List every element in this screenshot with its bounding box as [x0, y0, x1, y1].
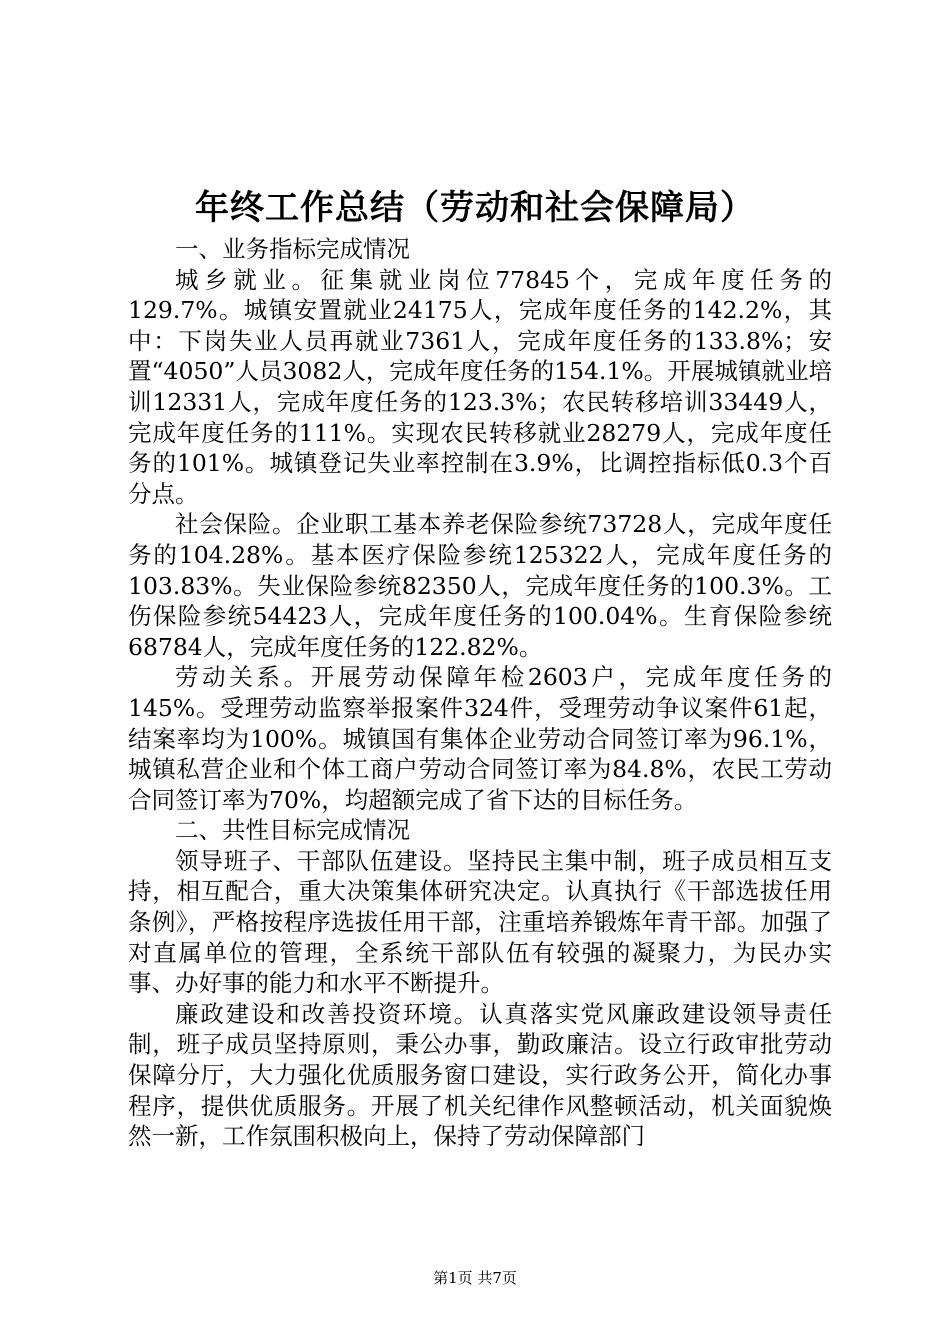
paragraph: 城乡就业。征集就业岗位77845个，完成年度任务的129.7%。城镇安置就业24175人，完成年度任务的142.2%，其中：下岗失业人员再就业7361人，完成年度任务的133.8%；安置“4050”人员3082人，完成年度任务的154.1%。开展城镇就业培训12331人，完成年度任务的123.3%；农民转移培训33449人，完成年度任务的111%。实现农民转移就业28279人，完成年度任务的101%。城镇登记失业率控制在3.9%，比调控指标低0.3个百分点。 — [128, 265, 832, 508]
paragraph: 劳动关系。开展劳动保障年检2603户，完成年度任务的145%。受理劳动监察举报案件324件，受理劳动争议案件61起，结案率均为100%。城镇国有集体企业劳动合同签订率为96.1%，城镇私营企业和个体工商户劳动合同签订率为84.8%，农民工劳动合同签订率为70%，均超额完成了省下达的目标任务。 — [128, 663, 832, 814]
paragraph: 社会保险。企业职工基本养老保险参统73728人，完成年度任务的104.28%。基本医疗保险参统125322人，完成年度任务的103.83%。失业保险参统82350人，完成年度任务的100.3%。工伤保险参统54423人，完成年度任务的100.04%。生育保险参统68784人，完成年度任务的122.82%。 — [128, 510, 832, 661]
paragraph: 领导班子、干部队伍建设。坚持民主集中制，班子成员相互支持，相互配合，重大决策集体研究决定。认真执行《干部选拔任用条例》，严格按程序选拔任用干部，注重培养锻炼年青干部。加强了对直属单位的管理，全系统干部队伍有较强的凝聚力，为民办实事、办好事的能力和水平不断提升。 — [128, 846, 832, 998]
page-footer: 第1页 共7页 — [433, 1269, 517, 1287]
paragraph: 廉政建设和改善投资环境。认真落实党风廉政建设领导责任制，班子成员坚持原则，秉公办事，勤政廉洁。设立行政审批劳动保障分厅，大力强化优质服务窗口建设，实行政务公开，简化办事程序，提供优质服务。开展了机关纪律作风整顿活动，机关面貌焕然一新，工作氛围积极向上，保持了劳动保障部门 — [128, 999, 832, 1151]
section-heading: 一、业务指标完成情况 — [175, 235, 410, 263]
document-body — [128, 234, 832, 1152]
section-heading: 二、共性目标完成情况 — [175, 816, 410, 845]
document-title: 年终工作总结（劳动和社会保障局） — [195, 188, 755, 228]
